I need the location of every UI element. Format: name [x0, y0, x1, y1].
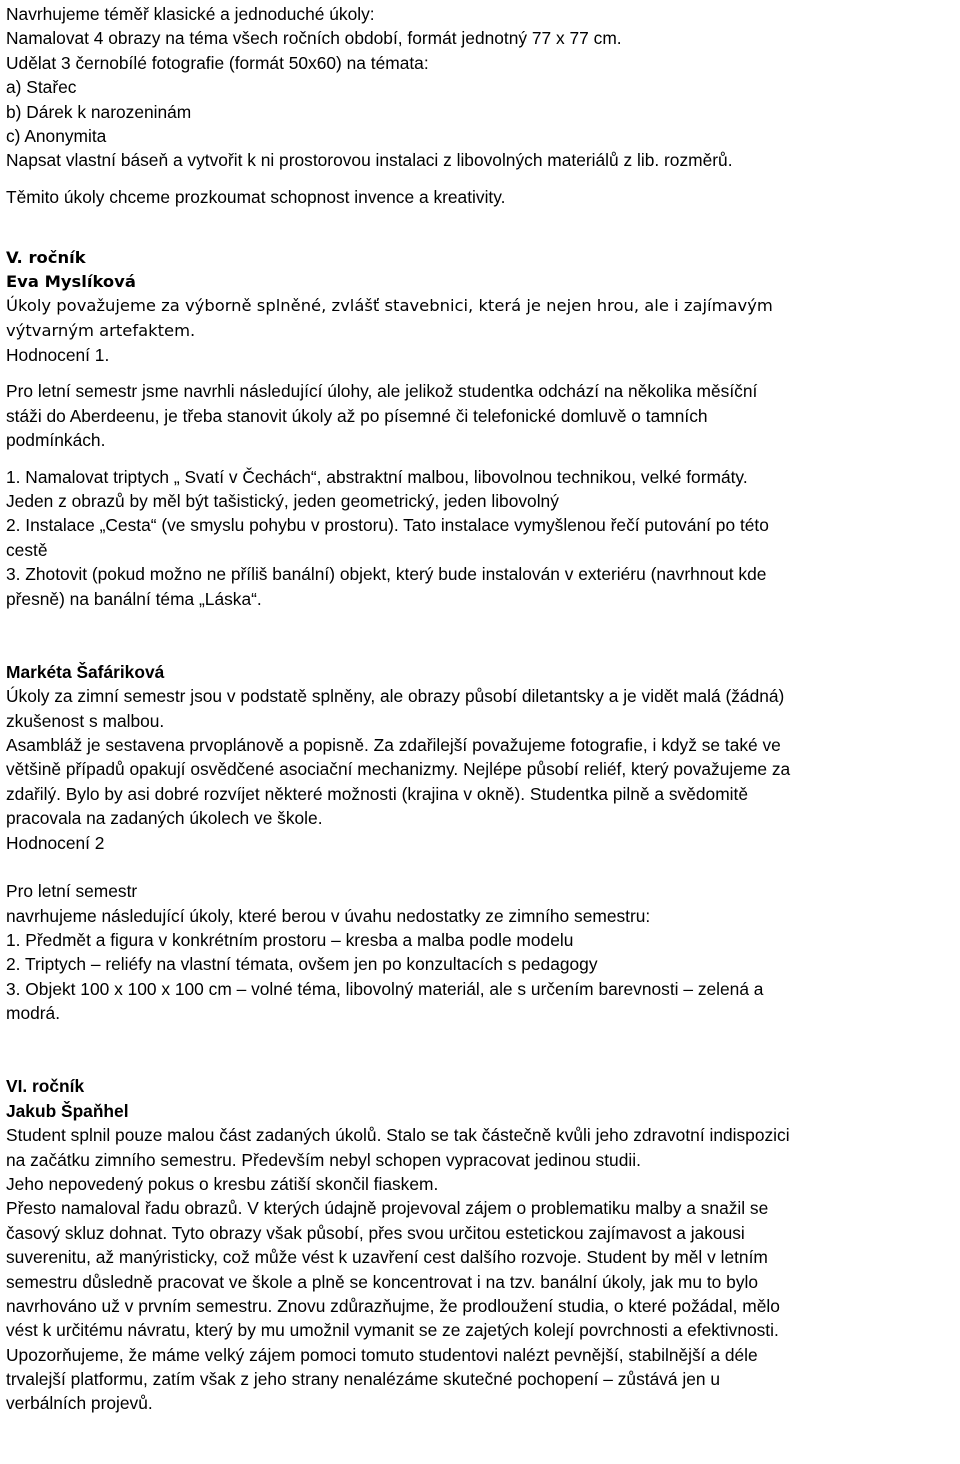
intro-line: c) Anonymita — [6, 125, 107, 146]
spacer — [6, 234, 958, 246]
intro-line: Navrhujeme téměř klasické a jednoduché úkoly: — [6, 4, 375, 24]
student-name: Jakub Špaňhel — [6, 1100, 129, 1121]
review-line: Asambláž je sestavena prvoplánově a popisně. Za zdařilejší považujeme fotografie, i když se také ve — [6, 734, 781, 755]
intro-line: Těmito úkoly chceme prozkoumat schopnost invence a kreativity. — [6, 186, 506, 207]
year6-section — [6, 1074, 958, 1415]
summer-line: Pro letní semestr jsme navrhli následující úlohy, ale jelikož studentka odchází na několika měsíční — [6, 381, 758, 402]
intro-line: a) Stařec — [6, 77, 77, 98]
review-line: Jeho nepovedený pokus o kresbu zátiší skončil fiaskem. — [6, 1173, 439, 1194]
summer-line: navrhujeme následující úkoly, které berou v úvahu nedostatky ze zimního semestru: — [6, 905, 651, 926]
spacer — [6, 367, 958, 379]
summer-line: podmínkách. — [6, 430, 106, 451]
spacer — [6, 1050, 958, 1074]
year-heading: V. ročník — [6, 247, 86, 267]
review-line: zdařilý. Bylo by asi dobré rozvíjet některé možnosti (krajina v okně). Studentka pilně a svědomitě — [6, 783, 748, 804]
review-line: vést k určitému návratu, který by mu umožnil vymanit se ze zajetých kolejí povrchnosti a efektivnosti. — [6, 1320, 779, 1341]
review-line: Hodnocení 2 — [6, 832, 105, 853]
spacer — [6, 209, 958, 233]
student-name: Markéta Šafáriková — [6, 661, 165, 682]
review-line: pracovala na zadaných úkolech ve škole. — [6, 808, 323, 829]
review-line: Úkoly za zimní semestr jsou v podstatě splněny, ale obrazy působí diletantsky a je vidět malá (žádná) — [6, 686, 785, 707]
review-line: navrhováno už v prvním semestru. Znovu zdůrazňujme, že prodloužení studia, o které požádal, mělo — [6, 1295, 780, 1316]
intro-line: b) Dárek k narozeninám — [6, 101, 192, 122]
document-page — [6, 2, 958, 1416]
task-line: Jeden z obrazů by měl být tašistický, jeden geometrický, jeden libovolný — [6, 491, 559, 512]
intro-line: Udělat 3 černobílé fotografie (formát 50x60) na témata: — [6, 52, 429, 73]
task-line: 2. Instalace „Cesta“ (ve smyslu pohybu v prostoru). Tato instalace vymyšlenou řečí putování po této — [6, 515, 769, 536]
review-line: suverenitu, až manýristicky, což může vést k uzavření cest dalšího rozvoje. Student by měl v letním — [6, 1247, 768, 1268]
spacer — [6, 635, 958, 659]
task-line: 1. Namalovat triptych „ Svatí v Čechách“, abstraktní malbou, libovolnou technikou, velké formáty. — [6, 466, 748, 487]
task-line: cestě — [6, 539, 48, 560]
intro-line: Namalovat 4 obrazy na téma všech ročních období, formát jednotný 77 x 77 cm. — [6, 28, 622, 49]
review-line: Hodnocení 1. — [6, 345, 110, 366]
review-line: Úkoly považujeme za výborně splněné, zvlášť stavebnici, která je nejen hrou, ale i zajímavým — [6, 296, 773, 316]
review-line: Student splnil pouze malou část zadaných úkolů. Stalo se tak částečně kvůli jeho zdravotní indispozici — [6, 1125, 790, 1146]
review-line: Přesto namaloval řadu obrazů. V kterých údajně projevoval zájem o problematiku malby a snažil se — [6, 1198, 769, 1219]
spacer — [6, 173, 958, 185]
intro-line: Napsat vlastní báseň a vytvořit k ni prostorovou instalaci z libovolných materiálů z lib. rozměrů. — [6, 150, 733, 171]
review-line: časový skluz dohnat. Tyto obrazy však působí, přes svou určitou estetickou zajímavost a jakousi — [6, 1222, 745, 1243]
spacer — [6, 611, 958, 635]
spacer — [6, 855, 958, 879]
summer-line: 3. Objekt 100 x 100 x 100 cm – volné téma, libovolný materiál, ale s určením barevnosti – zelená a — [6, 978, 764, 999]
student-name: Eva Myslíková — [6, 271, 136, 291]
summer-line: 2. Triptych – reliéfy na vlastní témata, ovšem jen po konzultacích s pedagogy — [6, 954, 598, 975]
year-heading: VI. ročník — [6, 1076, 85, 1097]
summer-line: Pro letní semestr — [6, 881, 138, 902]
review-line: výtvarným artefaktem. — [6, 320, 196, 340]
review-line: Upozorňujeme, že máme velký zájem pomoci tomuto studentovi nalézt pevnější, stabilnější a déle — [6, 1344, 758, 1365]
review-line: verbálních projevů. — [6, 1393, 153, 1414]
spacer — [6, 453, 958, 465]
summer-line: stáži do Aberdeenu, je třeba stanovit úkoly až po písemné či telefonické domluvě o tamních — [6, 405, 708, 426]
intro-section — [6, 2, 958, 209]
review-line: semestru důsledně pracovat ve škole a plně se koncentrovat i na tzv. banální úkoly, jak mu to bylo — [6, 1271, 759, 1292]
task-line: přesně) na banální téma „Láska“. — [6, 588, 262, 609]
spacer — [6, 1026, 958, 1050]
task-line: 3. Zhotovit (pokud možno ne příliš banální) objekt, který bude instalován v exteriéru (navrhnout kde — [6, 564, 767, 585]
review-line: na začátku zimního semestru. Především nebyl schopen vypracovat jedinou studii. — [6, 1149, 641, 1170]
review-line: trvalejší platformu, zatím však z jeho strany nenalézáme skutečné pochopení – zůstává jen u — [6, 1369, 721, 1390]
summer-line: 1. Předmět a figura v konkrétním prostoru – kresba a malba podle modelu — [6, 930, 574, 951]
summer-line: modrá. — [6, 1003, 61, 1024]
review-line: většině případů opakují osvědčené asociační mechanizmy. Nejlépe působí reliéf, který považujeme za — [6, 759, 791, 780]
review-line: zkušenost s malbou. — [6, 710, 165, 731]
year5-section — [6, 246, 958, 1026]
